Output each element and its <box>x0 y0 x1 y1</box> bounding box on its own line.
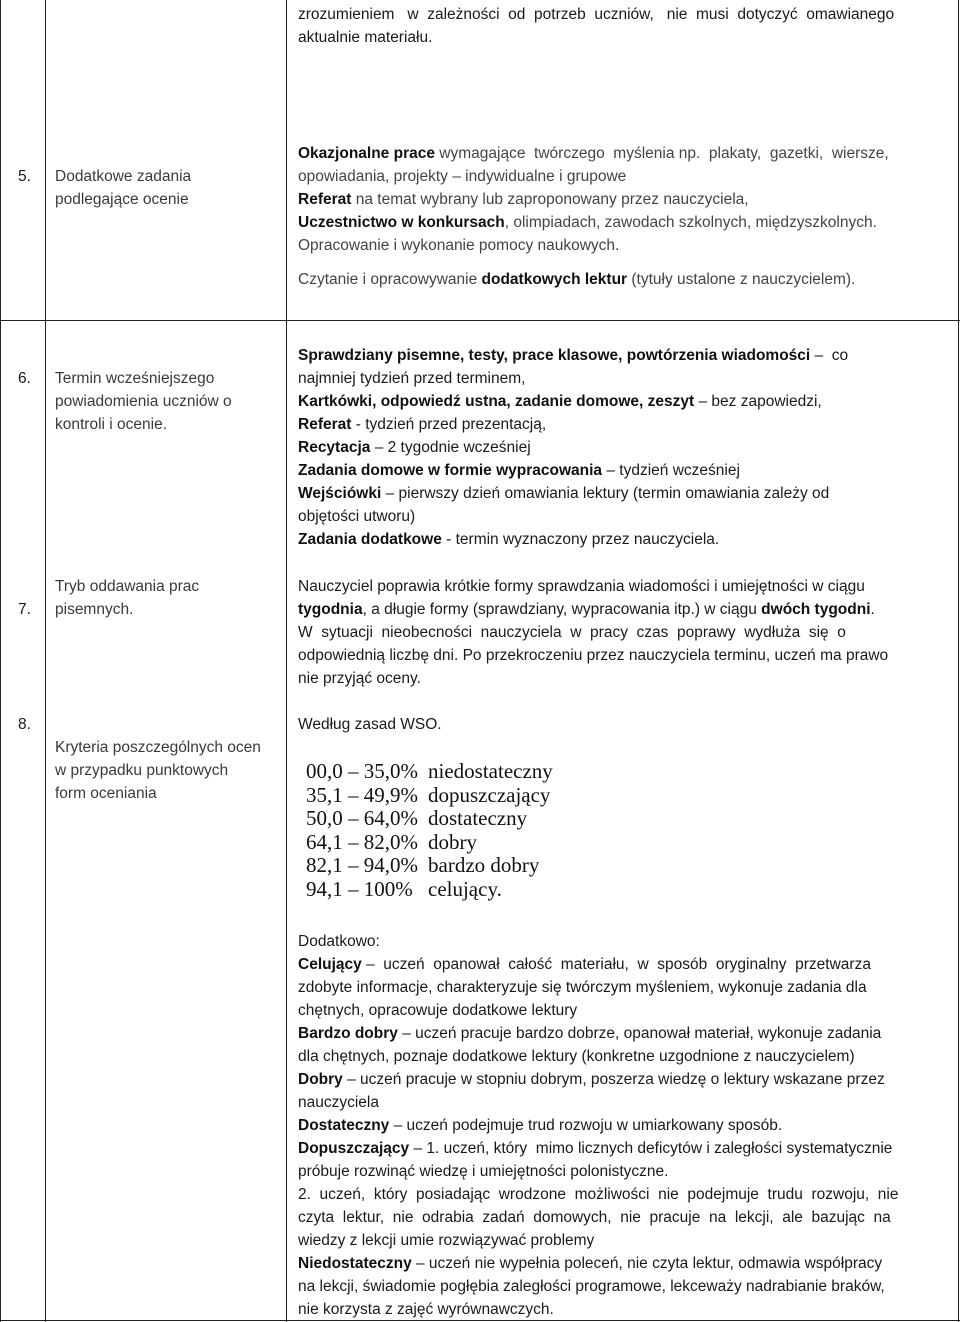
grade-row: 64,1 – 82,0% dobry <box>306 829 477 854</box>
column-divider-1 <box>45 0 46 1322</box>
row-6-content: Sprawdziany pisemne, testy, prace klasowe, powtórzenia wiadomości – co najmniej tydzień przed terminem, Kartkówki, odpowiedź ustna, zadanie domowe, zeszyt – bez zapowiedzi, Referat - tydzień przed prezentacją, Recytacja – 2 tygodnie wcześniej Zadania domowe w formie wypracowania – tydzień wcześniej Wejściówki – pierwszy dzień omawiania lektury (termin omawiania zależy od objętości utworu) Zadania dodatkowe - termin wyznaczony przez nauczyciela. <box>298 347 849 548</box>
row-6-number: 6. <box>18 370 31 387</box>
grade-scale-table <box>306 760 553 901</box>
row-7-label: Tryb oddawania prac pisemnych. <box>55 578 200 618</box>
grade-row: 35,1 – 49,9% dopuszczający <box>306 782 551 807</box>
row-8-number: 8. <box>18 716 31 733</box>
column-divider-2 <box>286 0 287 1322</box>
row-5-label: Dodatkowe zadania podlegające ocenie <box>55 168 192 208</box>
row-5-number: 5. <box>18 168 31 185</box>
row-5-content: Okazjonalne prace wymagające twórczego myślenia np. plakaty, gazetki, wiersze, opowiadania, projekty – indywidualne i grupowe Referat na temat wybrany lub zaproponowany przez nauczyciela, Uczestnictwo w konkursach, olimpiadach, zawodach szkolnych, międzyszkolnych. Opracowanie i wykonanie pomocy naukowych. Czytanie i opracowywanie dodatkowych lektur (tytuły ustalone z nauczycielem). <box>298 145 889 288</box>
continuation-text: zrozumieniem w zależności od potrzeb uczniów, nie musi dotyczyć omawianego aktualnie materiału. <box>298 6 895 46</box>
grade-row: 50,0 – 64,0% dostateczny <box>306 806 528 830</box>
table-border-left <box>0 0 1 1322</box>
row-8-label: Kryteria poszczególnych ocen w przypadku punktowych form oceniania <box>55 739 261 802</box>
row-8-intro: Według zasad WSO. <box>298 716 442 733</box>
table-border-right <box>958 0 959 1322</box>
row-6-label: Termin wcześniejszego powiadomienia uczniów o kontroli i ocenie. <box>55 370 232 433</box>
grade-row: 82,1 – 94,0% bardzo dobry <box>306 853 540 877</box>
row-8-grade-descriptions: Dodatkowo: Celujący – uczeń opanował całość materiału, w sposób oryginalny przetwarza zdobyte informacje, charakteryzuje się twórczym myśleniem, wykonuje zadania dla chętnych, opracowuje dodatkowe lektury Bardzo dobry – uczeń pracuje bardzo dobrze, opanował materiał, wykonuje zadania dla chętnych, poznaje dodatkowe lektury (konkretne uzgodnione z nauczycielem) Dobry – uczeń pracuje w stopniu dobrym, poszerza wiedzę o lektury wskazane przez nauczyciela Dostateczny – uczeń podejmuje trud rozwoju w umiarkowany sposób. Dopuszczający – 1. uczeń, który mimo licznych deficytów i zaległości systematycznie próbuje rozwinąć wiedzę i umiejętności polonistyczne. 2. uczeń, który posiadając wrodzone możliwości nie podejmuje trudu rozwoju, nie czyta lektur, nie odrabia zadań domowych, nie pracuje na lekcji, ale bazując na wiedzy z lekcji umie rozwiązywać problemy Niedostateczny – uczeń nie wypełnia poleceń, nie czyta lektur, odmawia współpracy na lekcji, świadomie pogłębia zaległości programowe, lekceważy nadrabianie braków, nie korzysta z zajęć wyrównawczych. <box>298 933 899 1318</box>
row-divider <box>0 320 960 321</box>
row-7-number: 7. <box>18 601 31 618</box>
grade-row: 94,1 – 100% celujący. <box>306 876 502 901</box>
grade-row: 00,0 – 35,0% niedostateczny <box>306 759 553 783</box>
row-7-content: Nauczyciel poprawia krótkie formy sprawdzania wiadomości i umiejętności w ciągu tygodnia, a długie formy (sprawdziany, wypracowania itp.) w ciągu dwóch tygodni. W sytuacji nieobecności nauczyciela w pracy czas poprawy wydłuża się o odpowiednią liczbę dni. Po przekroczeniu przez nauczyciela terminu, uczeń ma prawo nie przyjąć oceny. <box>298 578 889 687</box>
